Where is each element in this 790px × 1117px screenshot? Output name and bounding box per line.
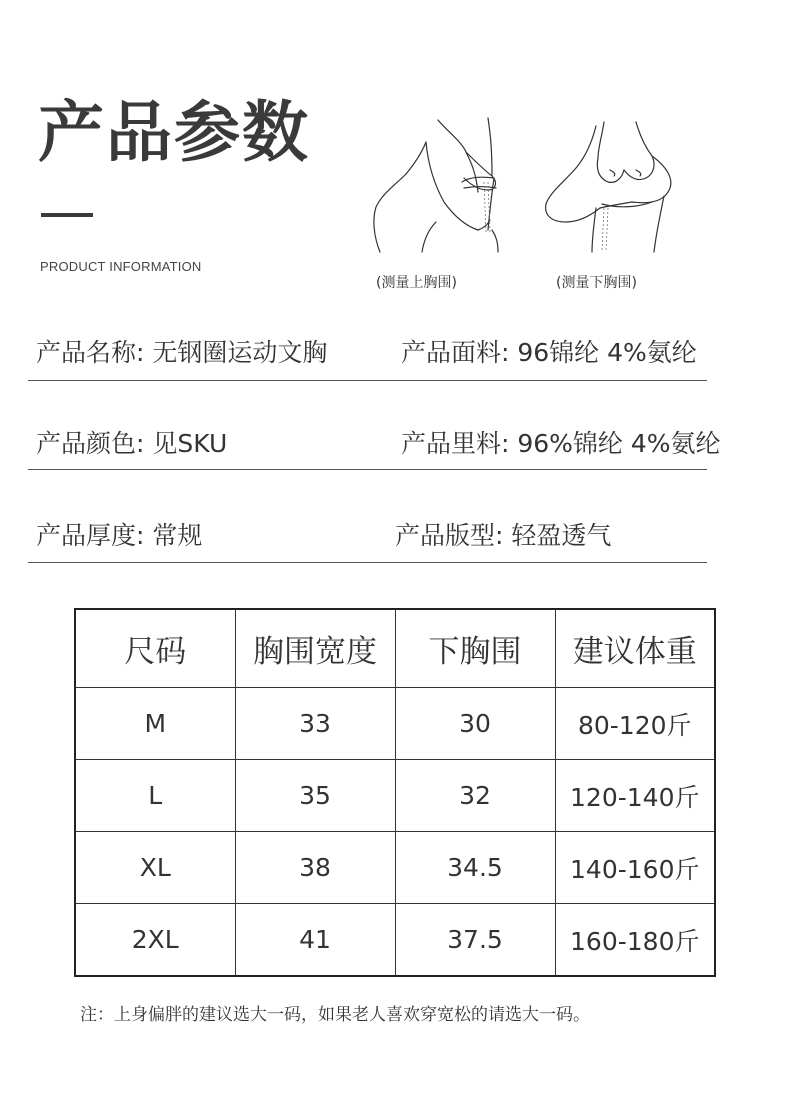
table-row — [75, 688, 715, 760]
info-product-fabric: 产品面料: 96锦纶 4%氨纶 — [401, 338, 697, 367]
column-header-bust-width: 胸围宽度 — [235, 609, 395, 688]
size-table — [74, 608, 716, 977]
table-cell: 140-160斤 — [555, 832, 715, 904]
table-cell: 160-180斤 — [555, 904, 715, 977]
table-cell: 120-140斤 — [555, 760, 715, 832]
table-cell: 33 — [235, 688, 395, 760]
table-cell: 38 — [235, 832, 395, 904]
table-cell: 30 — [395, 688, 555, 760]
table-cell: 80-120斤 — [555, 688, 715, 760]
info-product-color: 产品颜色: 见SKU — [36, 429, 228, 458]
column-header-underbust: 下胸围 — [395, 609, 555, 688]
info-divider — [28, 380, 707, 381]
table-row — [75, 904, 715, 977]
info-divider — [28, 562, 707, 563]
info-product-name: 产品名称: 无钢圈运动文胸 — [36, 338, 328, 367]
table-row — [75, 760, 715, 832]
page-subtitle: PRODUCT INFORMATION — [40, 259, 202, 274]
size-note: 注：上身偏胖的建议选大一码，如果老人喜欢穿宽松的请选大一码。 — [80, 1005, 590, 1025]
info-product-thickness: 产品厚度: 常规 — [36, 521, 203, 550]
table-cell: 35 — [235, 760, 395, 832]
table-cell: 41 — [235, 904, 395, 977]
measure-bust-illustration — [366, 112, 536, 262]
table-cell: 34.5 — [395, 832, 555, 904]
title-divider — [41, 213, 93, 217]
info-divider — [28, 469, 707, 470]
table-cell: 37.5 — [395, 904, 555, 977]
measure-underbust-illustration — [536, 112, 706, 262]
table-header-row — [75, 609, 715, 688]
info-product-lining: 产品里料: 96%锦纶 4%氨纶 — [401, 429, 721, 458]
table-cell: 32 — [395, 760, 555, 832]
column-header-size: 尺码 — [75, 609, 235, 688]
table-cell: 2XL — [75, 904, 235, 977]
figure-caption-bust: (测量上胸围) — [376, 275, 457, 291]
table-cell: L — [75, 760, 235, 832]
table-row — [75, 832, 715, 904]
figure-caption-underbust: (测量下胸围) — [556, 275, 637, 291]
column-header-weight: 建议体重 — [555, 609, 715, 688]
table-cell: XL — [75, 832, 235, 904]
page-title: 产品参数 — [38, 94, 310, 171]
table-cell: M — [75, 688, 235, 760]
info-product-fit: 产品版型: 轻盈透气 — [395, 521, 612, 550]
